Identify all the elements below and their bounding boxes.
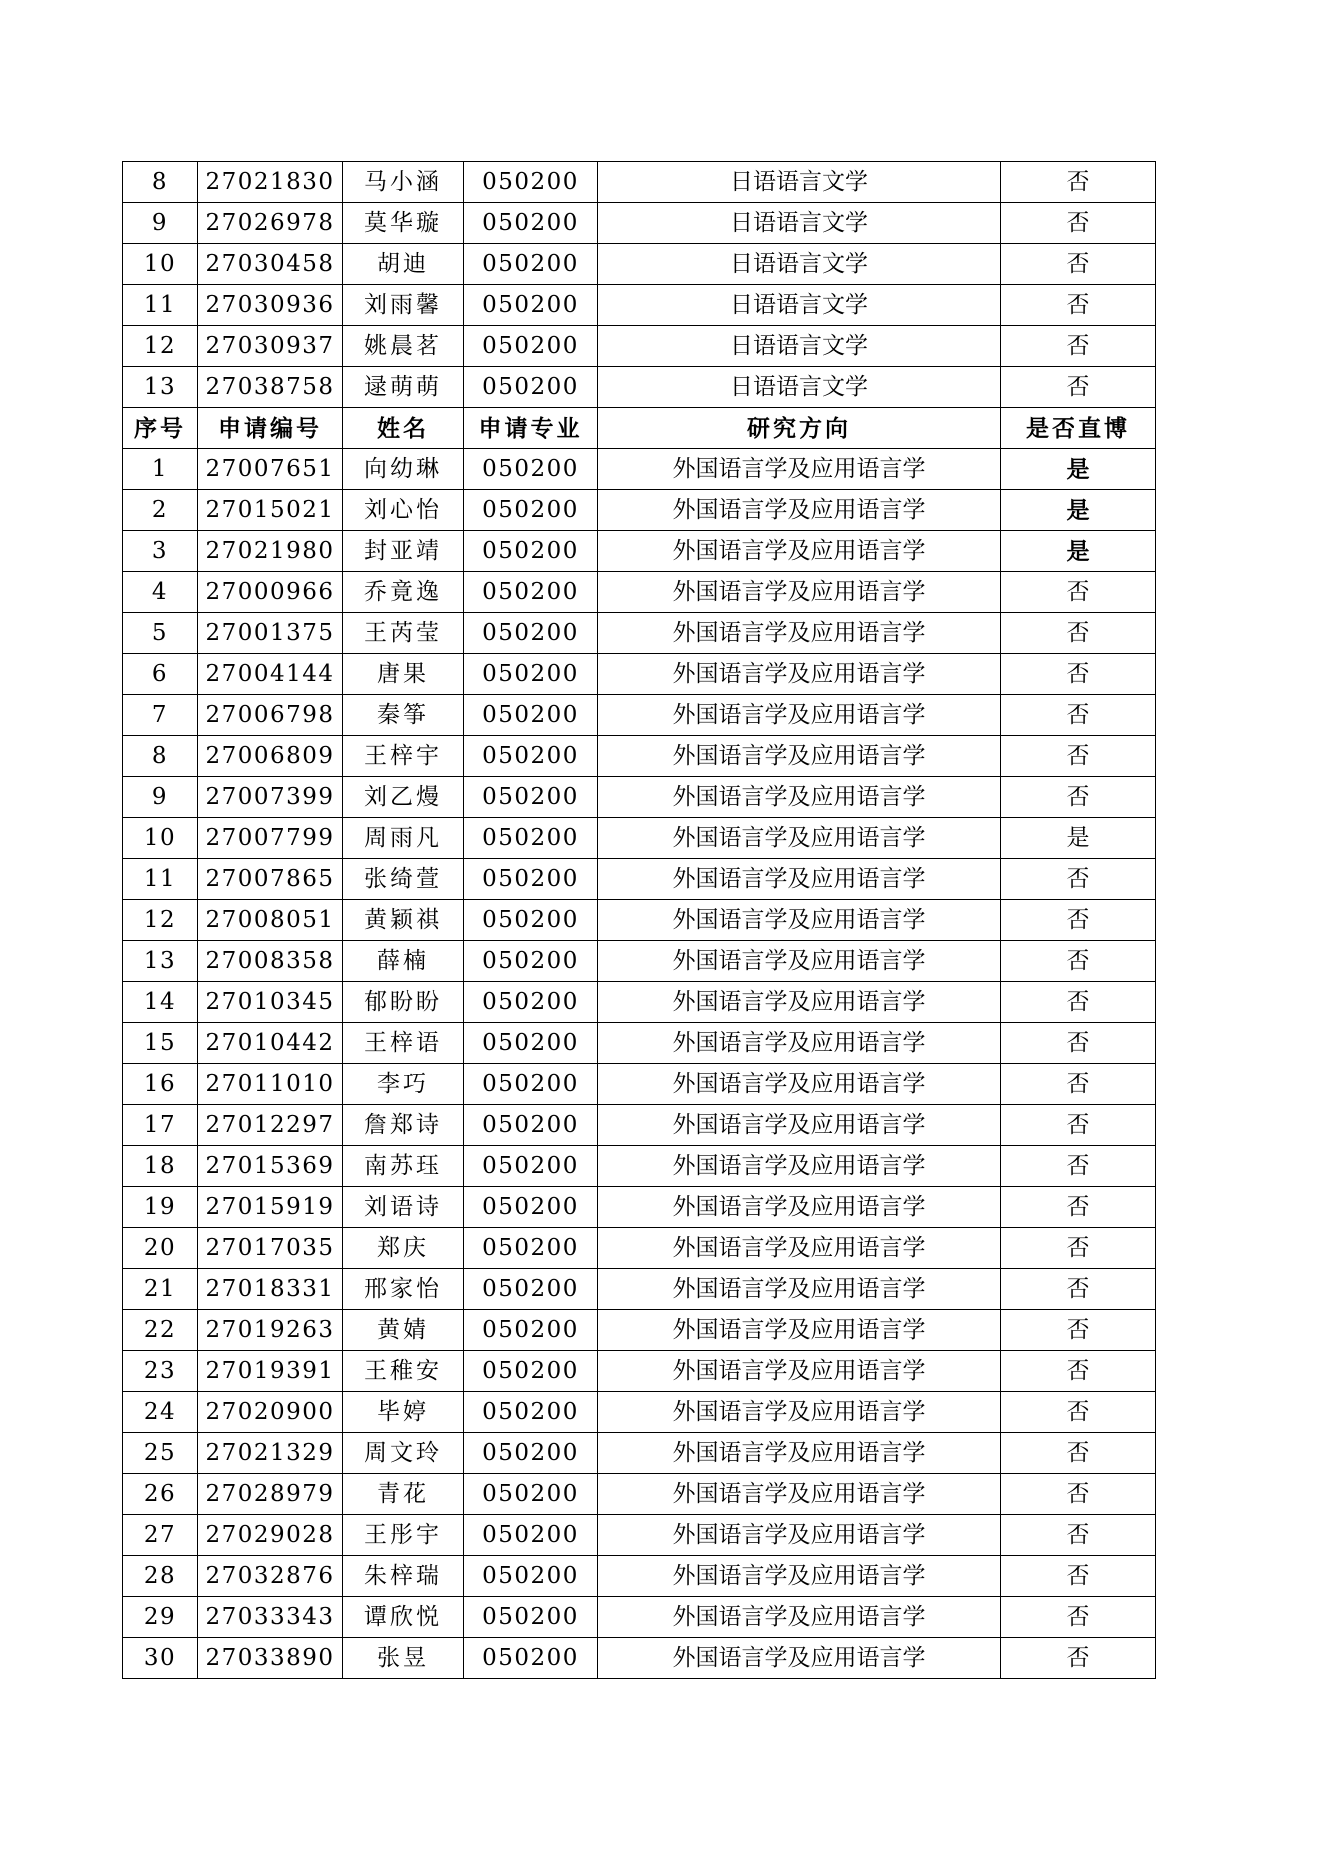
name-cell: 黄颖祺: [343, 900, 464, 941]
major-code-cell: 050200: [464, 244, 598, 285]
index-cell: 28: [123, 1556, 198, 1597]
major-code-cell: 050200: [464, 1228, 598, 1269]
name-cell: 乔竟逸: [343, 572, 464, 613]
table-row: [123, 736, 1156, 777]
table-row: [123, 818, 1156, 859]
table-row: [123, 1433, 1156, 1474]
name-cell: 张昱: [343, 1638, 464, 1679]
application-id-cell: 27038758: [198, 367, 343, 408]
index-cell: 9: [123, 777, 198, 818]
direct-phd-cell: 否: [1001, 777, 1156, 818]
name-cell: 朱梓瑞: [343, 1556, 464, 1597]
direct-phd-cell: 否: [1001, 326, 1156, 367]
direct-phd-cell: 否: [1001, 1556, 1156, 1597]
table-row: [123, 449, 1156, 490]
research-direction-cell: 日语语言文学: [598, 203, 1001, 244]
header-name-cell: 姓名: [343, 408, 464, 449]
direct-phd-cell: 否: [1001, 1638, 1156, 1679]
direct-phd-cell: 是: [1001, 818, 1156, 859]
application-id-cell: 27011010: [198, 1064, 343, 1105]
application-id-cell: 27015919: [198, 1187, 343, 1228]
major-code-cell: 050200: [464, 1515, 598, 1556]
application-id-cell: 27008358: [198, 941, 343, 982]
application-id-cell: 27007651: [198, 449, 343, 490]
research-direction-cell: 外国语言学及应用语言学: [598, 1597, 1001, 1638]
index-cell: 25: [123, 1433, 198, 1474]
research-direction-cell: 外国语言学及应用语言学: [598, 1474, 1001, 1515]
major-code-cell: 050200: [464, 367, 598, 408]
name-cell: 谭欣悦: [343, 1597, 464, 1638]
major-code-cell: 050200: [464, 736, 598, 777]
name-cell: 周雨凡: [343, 818, 464, 859]
direct-phd-cell: 否: [1001, 1105, 1156, 1146]
research-direction-cell: 外国语言学及应用语言学: [598, 1187, 1001, 1228]
index-cell: 14: [123, 982, 198, 1023]
index-cell: 7: [123, 695, 198, 736]
direct-phd-cell: 是: [1001, 531, 1156, 572]
name-cell: 王稚安: [343, 1351, 464, 1392]
major-code-cell: 050200: [464, 1064, 598, 1105]
direct-phd-cell: 否: [1001, 1228, 1156, 1269]
major-code-cell: 050200: [464, 695, 598, 736]
research-direction-cell: 外国语言学及应用语言学: [598, 941, 1001, 982]
application-id-cell: 27017035: [198, 1228, 343, 1269]
major-code-cell: 050200: [464, 1310, 598, 1351]
direct-phd-cell: 否: [1001, 162, 1156, 203]
table-row: [123, 1023, 1156, 1064]
table-row: [123, 1392, 1156, 1433]
index-cell: 12: [123, 326, 198, 367]
application-id-cell: 27008051: [198, 900, 343, 941]
table-row: [123, 941, 1156, 982]
application-id-cell: 27000966: [198, 572, 343, 613]
application-id-cell: 27021830: [198, 162, 343, 203]
direct-phd-cell: 否: [1001, 244, 1156, 285]
table-row: [123, 654, 1156, 695]
table-row: [123, 1187, 1156, 1228]
name-cell: 周文玲: [343, 1433, 464, 1474]
table-row: [123, 1310, 1156, 1351]
table-row: [123, 1105, 1156, 1146]
table-row: [123, 1064, 1156, 1105]
direct-phd-cell: 否: [1001, 572, 1156, 613]
research-direction-cell: 外国语言学及应用语言学: [598, 1392, 1001, 1433]
research-direction-cell: 外国语言学及应用语言学: [598, 982, 1001, 1023]
index-cell: 10: [123, 818, 198, 859]
major-code-cell: 050200: [464, 777, 598, 818]
table-header-row: [123, 408, 1156, 449]
research-direction-cell: 日语语言文学: [598, 244, 1001, 285]
name-cell: 莫华璇: [343, 203, 464, 244]
major-code-cell: 050200: [464, 859, 598, 900]
major-code-cell: 050200: [464, 1187, 598, 1228]
application-id-cell: 27019391: [198, 1351, 343, 1392]
name-cell: 刘心怡: [343, 490, 464, 531]
name-cell: 邢家怡: [343, 1269, 464, 1310]
application-id-cell: 27019263: [198, 1310, 343, 1351]
major-code-cell: 050200: [464, 654, 598, 695]
application-id-cell: 27006798: [198, 695, 343, 736]
research-direction-cell: 日语语言文学: [598, 285, 1001, 326]
index-cell: 11: [123, 859, 198, 900]
research-direction-cell: 外国语言学及应用语言学: [598, 1433, 1001, 1474]
application-id-cell: 27004144: [198, 654, 343, 695]
table-row: [123, 285, 1156, 326]
index-cell: 24: [123, 1392, 198, 1433]
name-cell: 王梓语: [343, 1023, 464, 1064]
major-code-cell: 050200: [464, 326, 598, 367]
research-direction-cell: 外国语言学及应用语言学: [598, 777, 1001, 818]
table-row: [123, 900, 1156, 941]
research-direction-cell: 外国语言学及应用语言学: [598, 736, 1001, 777]
research-direction-cell: 外国语言学及应用语言学: [598, 900, 1001, 941]
direct-phd-cell: 是: [1001, 449, 1156, 490]
research-direction-cell: 外国语言学及应用语言学: [598, 818, 1001, 859]
name-cell: 刘乙熳: [343, 777, 464, 818]
direct-phd-cell: 否: [1001, 203, 1156, 244]
application-id-cell: 27021980: [198, 531, 343, 572]
major-code-cell: 050200: [464, 941, 598, 982]
index-cell: 2: [123, 490, 198, 531]
index-cell: 3: [123, 531, 198, 572]
major-code-cell: 050200: [464, 1597, 598, 1638]
application-id-cell: 27028979: [198, 1474, 343, 1515]
name-cell: 刘语诗: [343, 1187, 464, 1228]
table-row: [123, 490, 1156, 531]
research-direction-cell: 外国语言学及应用语言学: [598, 1310, 1001, 1351]
index-cell: 29: [123, 1597, 198, 1638]
table-row: [123, 1638, 1156, 1679]
research-direction-cell: 外国语言学及应用语言学: [598, 695, 1001, 736]
research-direction-cell: 外国语言学及应用语言学: [598, 1023, 1001, 1064]
table-row: [123, 367, 1156, 408]
application-id-cell: 27020900: [198, 1392, 343, 1433]
name-cell: 王芮莹: [343, 613, 464, 654]
index-cell: 15: [123, 1023, 198, 1064]
application-id-cell: 27032876: [198, 1556, 343, 1597]
index-cell: 27: [123, 1515, 198, 1556]
major-code-cell: 050200: [464, 203, 598, 244]
application-id-cell: 27015021: [198, 490, 343, 531]
index-cell: 10: [123, 244, 198, 285]
direct-phd-cell: 否: [1001, 900, 1156, 941]
index-cell: 19: [123, 1187, 198, 1228]
major-code-cell: 050200: [464, 572, 598, 613]
name-cell: 李巧: [343, 1064, 464, 1105]
research-direction-cell: 日语语言文学: [598, 326, 1001, 367]
direct-phd-cell: 否: [1001, 859, 1156, 900]
direct-phd-cell: 否: [1001, 1515, 1156, 1556]
research-direction-cell: 外国语言学及应用语言学: [598, 1351, 1001, 1392]
header-application-id-cell: 申请编号: [198, 408, 343, 449]
research-direction-cell: 外国语言学及应用语言学: [598, 1638, 1001, 1679]
direct-phd-cell: 否: [1001, 1023, 1156, 1064]
table-row: [123, 1474, 1156, 1515]
major-code-cell: 050200: [464, 1269, 598, 1310]
direct-phd-cell: 是: [1001, 490, 1156, 531]
name-cell: 刘雨馨: [343, 285, 464, 326]
research-direction-cell: 外国语言学及应用语言学: [598, 1269, 1001, 1310]
application-id-cell: 27010345: [198, 982, 343, 1023]
index-cell: 26: [123, 1474, 198, 1515]
major-code-cell: 050200: [464, 285, 598, 326]
research-direction-cell: 外国语言学及应用语言学: [598, 1146, 1001, 1187]
application-id-cell: 27030937: [198, 326, 343, 367]
direct-phd-cell: 否: [1001, 1064, 1156, 1105]
name-cell: 郁盼盼: [343, 982, 464, 1023]
index-cell: 22: [123, 1310, 198, 1351]
application-id-cell: 27010442: [198, 1023, 343, 1064]
major-code-cell: 050200: [464, 1433, 598, 1474]
table-row: [123, 777, 1156, 818]
name-cell: 胡迪: [343, 244, 464, 285]
name-cell: 封亚靖: [343, 531, 464, 572]
major-code-cell: 050200: [464, 1023, 598, 1064]
name-cell: 黄婧: [343, 1310, 464, 1351]
name-cell: 秦筝: [343, 695, 464, 736]
major-code-cell: 050200: [464, 982, 598, 1023]
index-cell: 5: [123, 613, 198, 654]
research-direction-cell: 外国语言学及应用语言学: [598, 613, 1001, 654]
header-research-direction-cell: 研究方向: [598, 408, 1001, 449]
index-cell: 13: [123, 367, 198, 408]
direct-phd-cell: 否: [1001, 982, 1156, 1023]
index-cell: 17: [123, 1105, 198, 1146]
direct-phd-cell: 否: [1001, 941, 1156, 982]
name-cell: 南苏珏: [343, 1146, 464, 1187]
table-row: [123, 1515, 1156, 1556]
major-code-cell: 050200: [464, 613, 598, 654]
direct-phd-cell: 否: [1001, 1310, 1156, 1351]
table-row: [123, 1269, 1156, 1310]
index-cell: 21: [123, 1269, 198, 1310]
name-cell: 薛楠: [343, 941, 464, 982]
name-cell: 姚晨茗: [343, 326, 464, 367]
index-cell: 30: [123, 1638, 198, 1679]
application-id-cell: 27030458: [198, 244, 343, 285]
table-row: [123, 244, 1156, 285]
application-id-cell: 27018331: [198, 1269, 343, 1310]
application-id-cell: 27007399: [198, 777, 343, 818]
application-id-cell: 27012297: [198, 1105, 343, 1146]
index-cell: 20: [123, 1228, 198, 1269]
table-row: [123, 613, 1156, 654]
research-direction-cell: 外国语言学及应用语言学: [598, 1105, 1001, 1146]
index-cell: 23: [123, 1351, 198, 1392]
direct-phd-cell: 否: [1001, 1433, 1156, 1474]
major-code-cell: 050200: [464, 1392, 598, 1433]
table-row: [123, 982, 1156, 1023]
index-cell: 13: [123, 941, 198, 982]
name-cell: 马小涵: [343, 162, 464, 203]
application-id-cell: 27006809: [198, 736, 343, 777]
table-row: [123, 1556, 1156, 1597]
application-id-cell: 27007865: [198, 859, 343, 900]
index-cell: 16: [123, 1064, 198, 1105]
index-cell: 8: [123, 162, 198, 203]
table-row: [123, 859, 1156, 900]
major-code-cell: 050200: [464, 818, 598, 859]
table-row: [123, 531, 1156, 572]
major-code-cell: 050200: [464, 900, 598, 941]
header-major-code-cell: 申请专业: [464, 408, 598, 449]
direct-phd-cell: 否: [1001, 1187, 1156, 1228]
direct-phd-cell: 否: [1001, 1597, 1156, 1638]
application-id-cell: 27033343: [198, 1597, 343, 1638]
table-row: [123, 1351, 1156, 1392]
direct-phd-cell: 否: [1001, 654, 1156, 695]
direct-phd-cell: 否: [1001, 1392, 1156, 1433]
index-cell: 6: [123, 654, 198, 695]
table-row: [123, 162, 1156, 203]
index-cell: 8: [123, 736, 198, 777]
direct-phd-cell: 否: [1001, 367, 1156, 408]
name-cell: 唐果: [343, 654, 464, 695]
research-direction-cell: 外国语言学及应用语言学: [598, 449, 1001, 490]
major-code-cell: 050200: [464, 1556, 598, 1597]
index-cell: 18: [123, 1146, 198, 1187]
direct-phd-cell: 否: [1001, 695, 1156, 736]
application-id-cell: 27026978: [198, 203, 343, 244]
table-row: [123, 1597, 1156, 1638]
name-cell: 青花: [343, 1474, 464, 1515]
index-cell: 12: [123, 900, 198, 941]
research-direction-cell: 外国语言学及应用语言学: [598, 1064, 1001, 1105]
table-row: [123, 572, 1156, 613]
name-cell: 张绮萱: [343, 859, 464, 900]
major-code-cell: 050200: [464, 1146, 598, 1187]
major-code-cell: 050200: [464, 162, 598, 203]
table-row: [123, 695, 1156, 736]
direct-phd-cell: 否: [1001, 1146, 1156, 1187]
direct-phd-cell: 否: [1001, 613, 1156, 654]
research-direction-cell: 外国语言学及应用语言学: [598, 490, 1001, 531]
major-code-cell: 050200: [464, 531, 598, 572]
header-direct-phd-cell: 是否直博: [1001, 408, 1156, 449]
name-cell: 毕婷: [343, 1392, 464, 1433]
table-row: [123, 1146, 1156, 1187]
name-cell: 詹郑诗: [343, 1105, 464, 1146]
index-cell: 1: [123, 449, 198, 490]
name-cell: 逯萌萌: [343, 367, 464, 408]
application-id-cell: 27033890: [198, 1638, 343, 1679]
index-cell: 11: [123, 285, 198, 326]
admission-table: [122, 161, 1156, 1679]
direct-phd-cell: 否: [1001, 1474, 1156, 1515]
name-cell: 王彤宇: [343, 1515, 464, 1556]
direct-phd-cell: 否: [1001, 285, 1156, 326]
table-row: [123, 203, 1156, 244]
table-body: [123, 162, 1156, 1679]
major-code-cell: 050200: [464, 1105, 598, 1146]
research-direction-cell: 日语语言文学: [598, 367, 1001, 408]
research-direction-cell: 外国语言学及应用语言学: [598, 531, 1001, 572]
research-direction-cell: 外国语言学及应用语言学: [598, 1515, 1001, 1556]
name-cell: 王梓宇: [343, 736, 464, 777]
table-row: [123, 326, 1156, 367]
research-direction-cell: 日语语言文学: [598, 162, 1001, 203]
application-id-cell: 27015369: [198, 1146, 343, 1187]
index-cell: 9: [123, 203, 198, 244]
name-cell: 郑庆: [343, 1228, 464, 1269]
header-index-cell: 序号: [123, 408, 198, 449]
application-id-cell: 27021329: [198, 1433, 343, 1474]
name-cell: 向幼琳: [343, 449, 464, 490]
major-code-cell: 050200: [464, 1474, 598, 1515]
research-direction-cell: 外国语言学及应用语言学: [598, 1556, 1001, 1597]
major-code-cell: 050200: [464, 490, 598, 531]
direct-phd-cell: 否: [1001, 1351, 1156, 1392]
research-direction-cell: 外国语言学及应用语言学: [598, 654, 1001, 695]
major-code-cell: 050200: [464, 1351, 598, 1392]
application-id-cell: 27007799: [198, 818, 343, 859]
application-id-cell: 27030936: [198, 285, 343, 326]
application-id-cell: 27001375: [198, 613, 343, 654]
research-direction-cell: 外国语言学及应用语言学: [598, 572, 1001, 613]
index-cell: 4: [123, 572, 198, 613]
major-code-cell: 050200: [464, 449, 598, 490]
research-direction-cell: 外国语言学及应用语言学: [598, 1228, 1001, 1269]
direct-phd-cell: 否: [1001, 736, 1156, 777]
direct-phd-cell: 否: [1001, 1269, 1156, 1310]
research-direction-cell: 外国语言学及应用语言学: [598, 859, 1001, 900]
table-row: [123, 1228, 1156, 1269]
application-id-cell: 27029028: [198, 1515, 343, 1556]
major-code-cell: 050200: [464, 1638, 598, 1679]
